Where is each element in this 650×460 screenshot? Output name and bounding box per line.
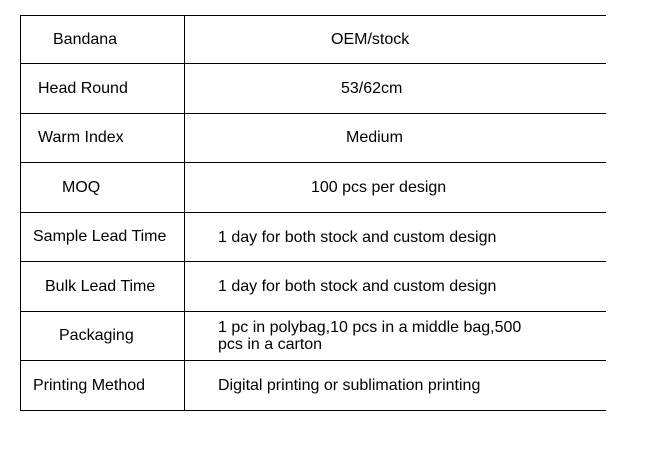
row-label [21, 361, 185, 410]
row-value-text-line1: 1 pc in polybag,10 pcs in a middle bag,500 [218, 319, 522, 336]
row-label [21, 163, 185, 212]
row-label [21, 262, 185, 311]
row-value-text: 53/62cm [341, 79, 403, 97]
table-row-bulk-lead-time [21, 262, 606, 312]
row-label-text: Bulk Lead Time [45, 277, 156, 295]
row-value-text: Medium [346, 129, 403, 146]
row-value [185, 262, 606, 311]
row-value-text: OEM/stock [331, 30, 410, 48]
row-value [185, 64, 606, 113]
row-value-text: 1 day for both stock and custom design [218, 278, 497, 295]
table-row-sample-lead-time [21, 213, 606, 262]
table-row-moq [21, 163, 606, 213]
table-row-printing-method [21, 361, 606, 411]
row-label [21, 114, 185, 162]
row-value [185, 312, 606, 360]
row-label-text: Warm Index [38, 129, 124, 146]
row-value [185, 114, 606, 162]
row-value-text-line2: pcs in a carton [218, 336, 323, 353]
row-value [185, 163, 606, 212]
row-value-text: 1 day for both stock and custom design [218, 228, 497, 246]
row-value-text: Digital printing or sublimation printing [218, 377, 481, 394]
table-row-head-round [21, 64, 606, 114]
table-row-packaging [21, 312, 606, 361]
row-label [21, 64, 185, 113]
row-label-text: Packaging [59, 327, 134, 344]
row-value-text: 100 pcs per design [311, 178, 447, 196]
row-label [21, 213, 185, 261]
row-value [185, 361, 606, 410]
spec-table [20, 15, 606, 411]
row-label-text: Printing Method [33, 376, 146, 394]
row-label-text: Head Round [38, 79, 128, 97]
row-label [21, 16, 185, 63]
row-label-text: Bandana [53, 30, 118, 48]
row-label-text: Sample Lead Time [33, 228, 167, 245]
row-value [185, 16, 606, 63]
table-row-warm-index [21, 114, 606, 163]
table-row-bandana [21, 16, 606, 64]
row-value [185, 213, 606, 261]
row-label-text: MOQ [62, 178, 101, 196]
row-label [21, 312, 185, 360]
